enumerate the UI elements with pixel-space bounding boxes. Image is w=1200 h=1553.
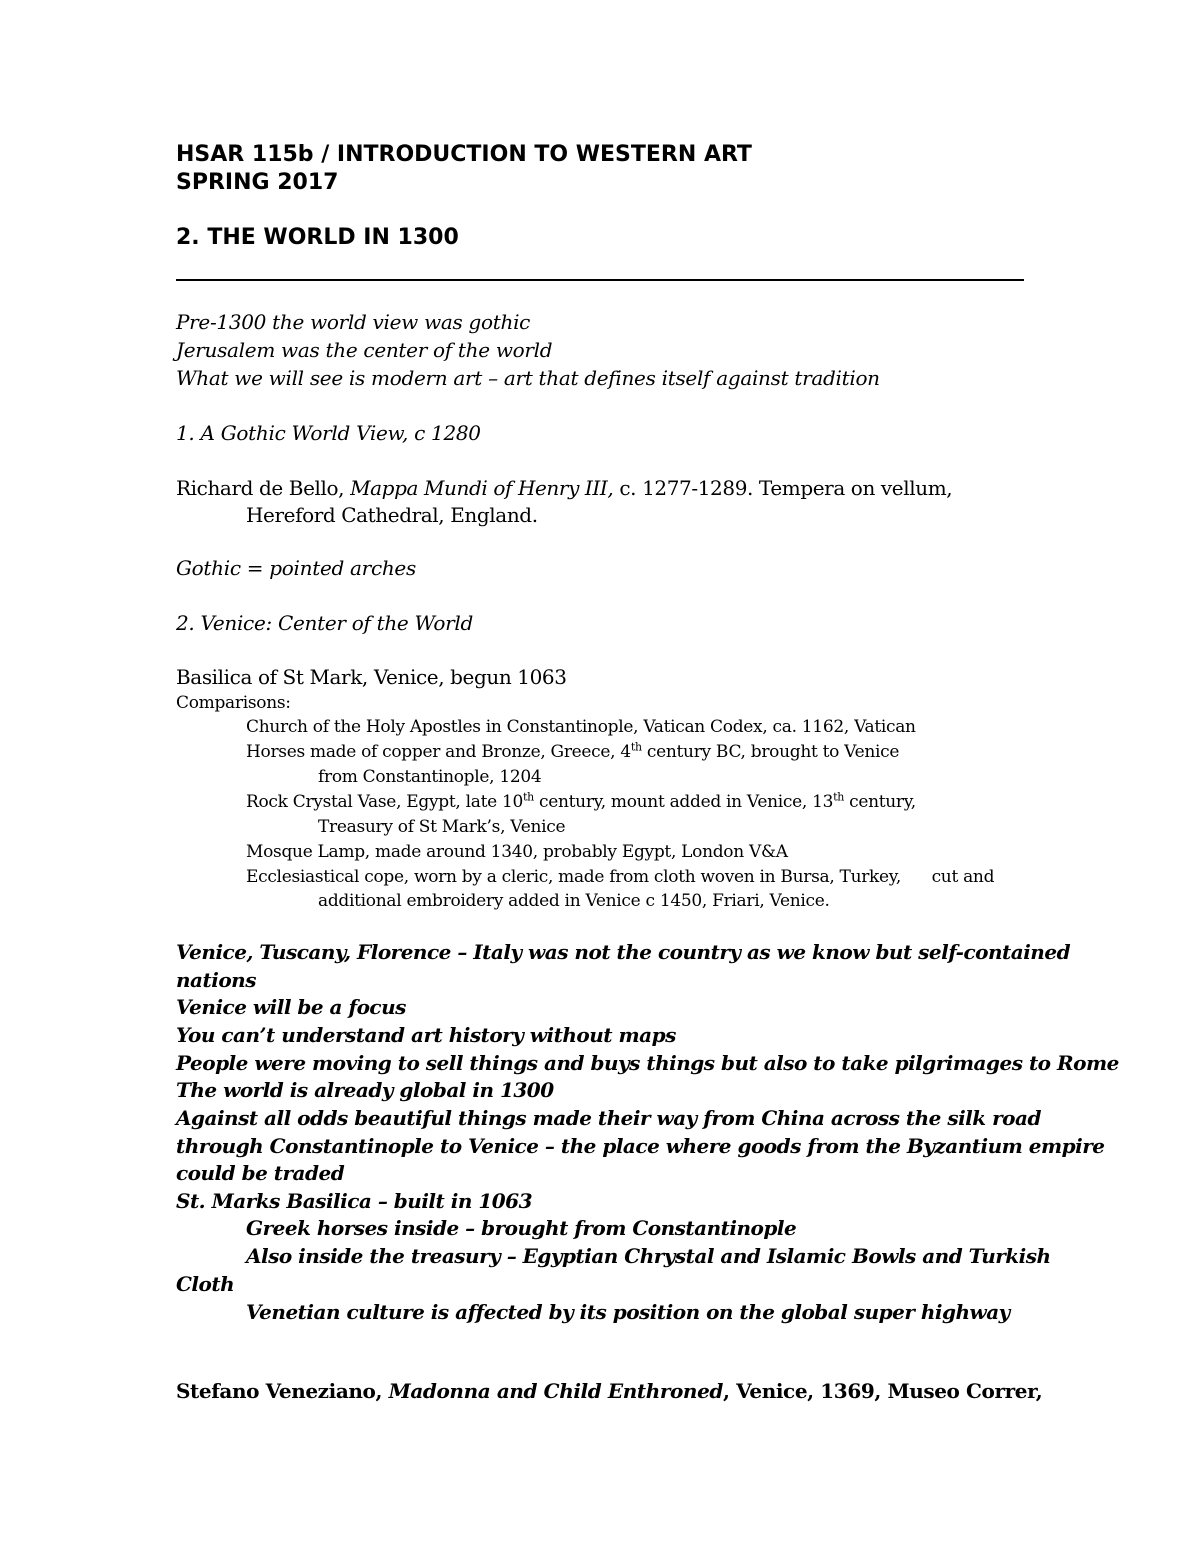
work-entry-basilica: Basilica of St Mark, Venice, begun 1063 — [176, 665, 567, 689]
course-title: HSAR 115b / INTRODUCTION TO WESTERN ART — [176, 142, 752, 167]
lecture-title: 2. THE WORLD IN 1300 — [176, 225, 459, 250]
note-line: St. Marks Basilica – built in 1063 — [176, 1189, 532, 1213]
term-title: SPRING 2017 — [176, 170, 339, 195]
superscript: th — [523, 790, 534, 804]
note-line: Also inside the treasury – Egyptian Chrystal and Islamic Bowls and Turkish — [246, 1244, 1051, 1268]
work-details: , Venice, 1369, Museo Correr, — [722, 1379, 1043, 1403]
comparisons-label: Comparisons: — [176, 693, 291, 713]
superscript: th — [833, 790, 845, 804]
comparison-item-1: Church of the Holy Apostles in Constantinople, Vatican Codex, ca. 1162, Vatican — [246, 717, 916, 737]
comparison-text: century, — [844, 792, 916, 812]
comparison-item-5: Ecclesiastical cope, worn by a cleric, made from cloth woven in Bursa, Turkey, cut and — [246, 867, 995, 887]
work-artist: Richard de Bello, — [176, 476, 351, 500]
comparison-item-4: Mosque Lamp, made around 1340, probably Egypt, London V&A — [246, 842, 788, 862]
work-title: Madonna and Child Enthroned — [388, 1379, 723, 1403]
work-details: c. 1277-1289. Tempera on vellum, — [613, 476, 953, 500]
section-2-heading: 2. Venice: Center of the World — [176, 611, 474, 635]
note-line: People were moving to sell things and buys things but also to take pilgrimages to Rome — [176, 1051, 1119, 1075]
note-line: Venice, Tuscany, Florence – Italy was not the country as we know but self-contained — [176, 940, 1071, 964]
superscript: th — [630, 740, 642, 754]
note-line: could be traded — [176, 1161, 345, 1185]
comparison-item-2 — [246, 742, 899, 762]
comparison-item-2-cont: from Constantinople, 1204 — [318, 767, 542, 787]
note-line: Cloth — [176, 1272, 235, 1296]
comparison-item-3 — [246, 792, 916, 812]
intro-line-1: Pre-1300 the world view was gothic — [176, 310, 531, 334]
note-line: nations — [176, 968, 256, 992]
work-title: Mappa Mundi of Henry III, — [350, 476, 614, 500]
work-artist: Stefano Veneziano, — [176, 1379, 389, 1403]
note-line: Venetian culture is affected by its position on the global super highway — [246, 1300, 1010, 1324]
intro-line-2: Jerusalem was the center of the world — [176, 338, 553, 362]
gothic-note: Gothic = pointed arches — [176, 556, 416, 580]
note-line: Greek horses inside – brought from Constantinople — [246, 1216, 797, 1240]
note-line: You can’t understand art history without maps — [176, 1023, 676, 1047]
work-location: Hereford Cathedral, England. — [246, 503, 538, 527]
horizontal-rule — [176, 279, 1024, 281]
comparison-text: century BC, brought to Venice — [641, 742, 900, 762]
comparison-text: century, mount added in Venice, 13 — [533, 792, 834, 812]
intro-line-3: What we will see is modern art – art that defines itself against tradition — [176, 366, 880, 390]
comparison-item-3-cont: Treasury of St Mark’s, Venice — [318, 817, 566, 837]
comparison-item-5-cont: additional embroidery added in Venice c 1450, Friari, Venice. — [318, 891, 830, 911]
comparison-text: Horses made of copper and Bronze, Greece, 4 — [246, 742, 631, 762]
note-line: The world is already global in 1300 — [176, 1078, 554, 1102]
note-line: Venice will be a focus — [176, 995, 406, 1019]
section-1-heading: 1. A Gothic World View, c 1280 — [176, 421, 481, 445]
work-entry-mappa-mundi — [176, 476, 952, 500]
comparison-text: Rock Crystal Vase, Egypt, late 10 — [246, 792, 523, 812]
note-line: Against all odds beautiful things made their way from China across the silk road — [176, 1106, 1041, 1130]
note-line: through Constantinople to Venice – the place where goods from the Byzantium empire — [176, 1134, 1105, 1158]
work-entry-madonna — [176, 1379, 1042, 1403]
